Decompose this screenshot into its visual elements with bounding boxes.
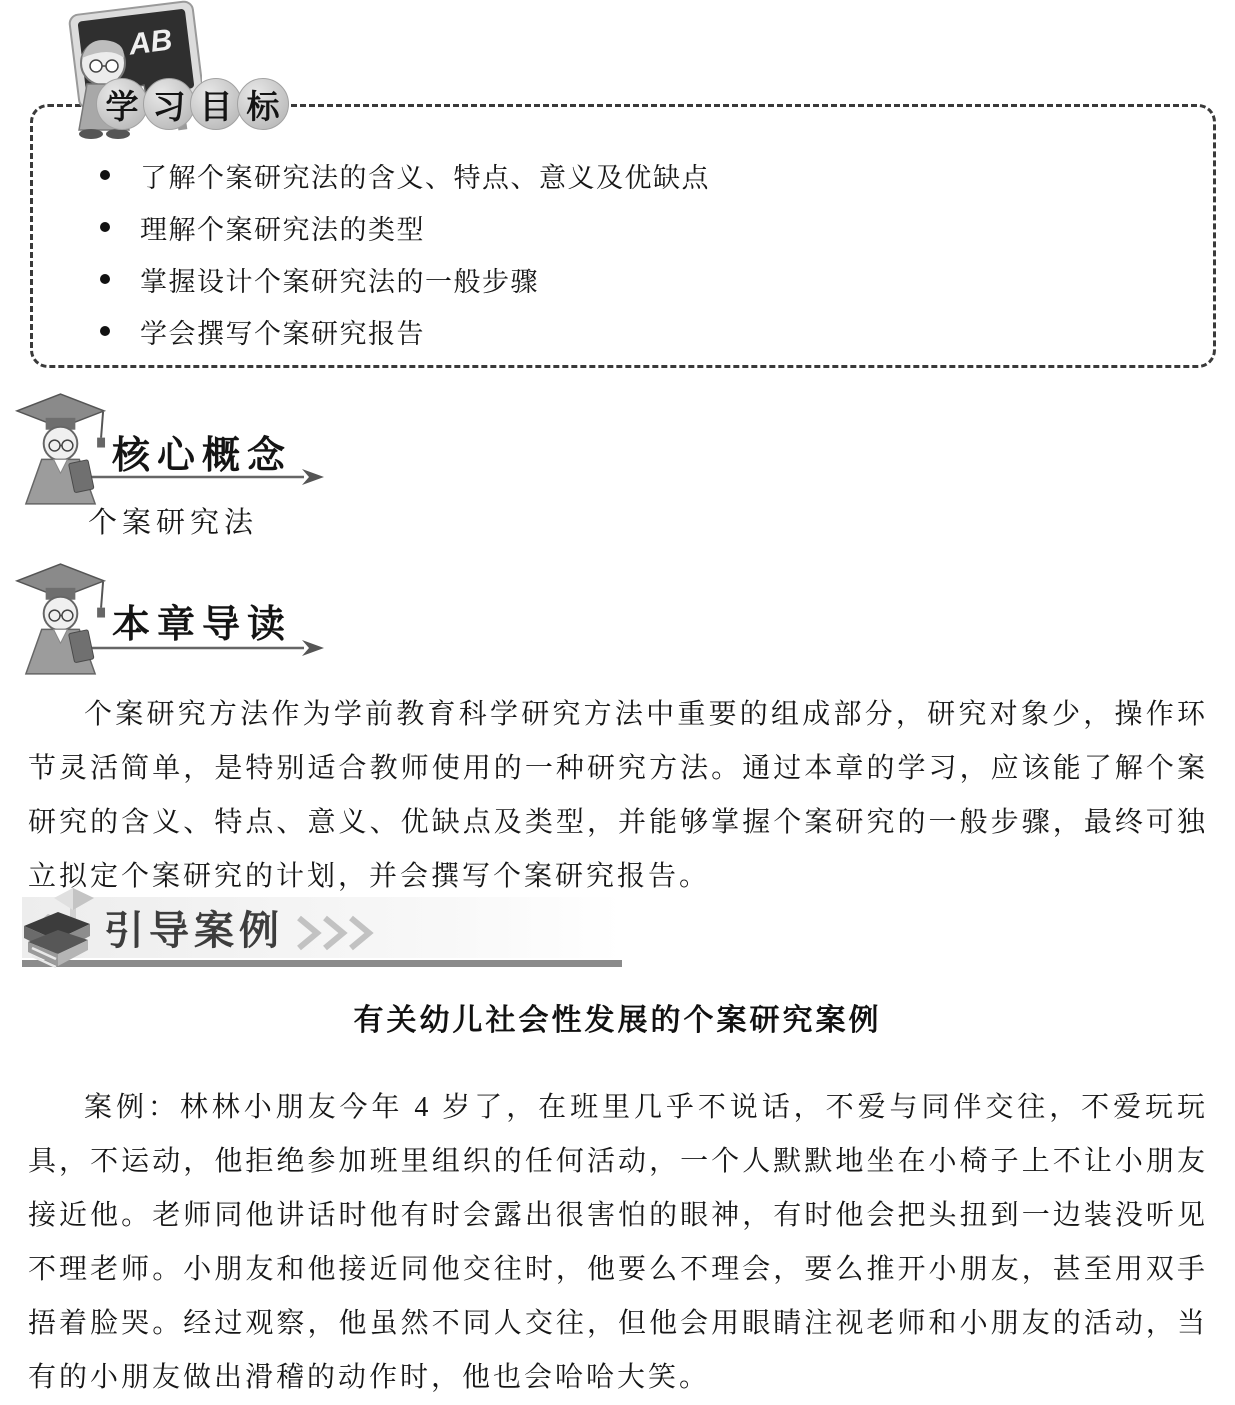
objective-item <box>100 253 710 305</box>
guiding-case-title: 引导案例 <box>104 909 284 953</box>
chapter-intro-paragraph: 个案研究方法作为学前教育科学研究方法中重要的组成部分，研究对象少，操作环节灵活简单，是特别适合教师使用的一种研究方法。通过本章的学习，应该能了解个案研究的含义、特点、意义、优缺点及类型，并能够掌握个案研究的一般步骤，最终可独立拟定个案研究的计划，并会撰写个案研究报告。 <box>28 699 1208 892</box>
title-char-circle: 标 <box>237 78 289 130</box>
objective-item <box>100 149 710 201</box>
title-char-circle: 习 <box>143 78 195 130</box>
objective-text: 学会撰写个案研究报告 <box>140 318 425 349</box>
objective-item <box>100 305 710 357</box>
graduate-cap-icon <box>14 392 108 506</box>
triple-chevron-icon <box>294 914 380 952</box>
objective-text: 理解个案研究法的类型 <box>140 214 425 245</box>
objective-item <box>100 201 710 253</box>
bullet-dot-icon <box>100 326 110 336</box>
book-stack-icon <box>18 886 100 980</box>
core-concept-title: 核心概念 <box>112 435 293 477</box>
blackboard-letters: AB <box>127 23 175 62</box>
title-char-circle: 目 <box>190 78 242 130</box>
learning-objectives-title <box>96 78 284 130</box>
graduate-cap-icon <box>14 562 108 676</box>
objective-text: 掌握设计个案研究法的一般步骤 <box>140 266 539 297</box>
case-paragraph: 案例：林林小朋友今年 4 岁了，在班里几乎不说话，不爱与同伴交往，不爱玩玩具，不运动，他拒绝参加班里组织的任何活动，一个人默默地坐在小椅子上不让小朋友接近他。老师同他讲话时他有时会露出很害怕的眼神，有时他会把头扭到一边装没听见不理老师。小朋友和他接近同他交往时，他要么不理会，要么推开小朋友，甚至用双手捂着脸哭。经过观察，他虽然不同人交往，但他会用眼睛注视老师和小朋友的活动，当有的小朋友做出滑稽的动作时，他也会哈哈大笑。 <box>28 1092 1208 1393</box>
title-char-circle: 学 <box>96 78 148 130</box>
case-heading: 有关幼儿社会性发展的个案研究案例 <box>353 1004 882 1037</box>
bullet-dot-icon <box>100 274 110 284</box>
objectives-list <box>100 149 710 357</box>
bullet-dot-icon <box>100 170 110 180</box>
chapter-intro-title: 本章导读 <box>112 604 293 646</box>
section-divider-bar <box>22 960 622 967</box>
objective-text: 了解个案研究法的含义、特点、意义及优缺点 <box>140 162 710 193</box>
core-concept-content: 个案研究法 <box>88 507 259 539</box>
bullet-dot-icon <box>100 222 110 232</box>
